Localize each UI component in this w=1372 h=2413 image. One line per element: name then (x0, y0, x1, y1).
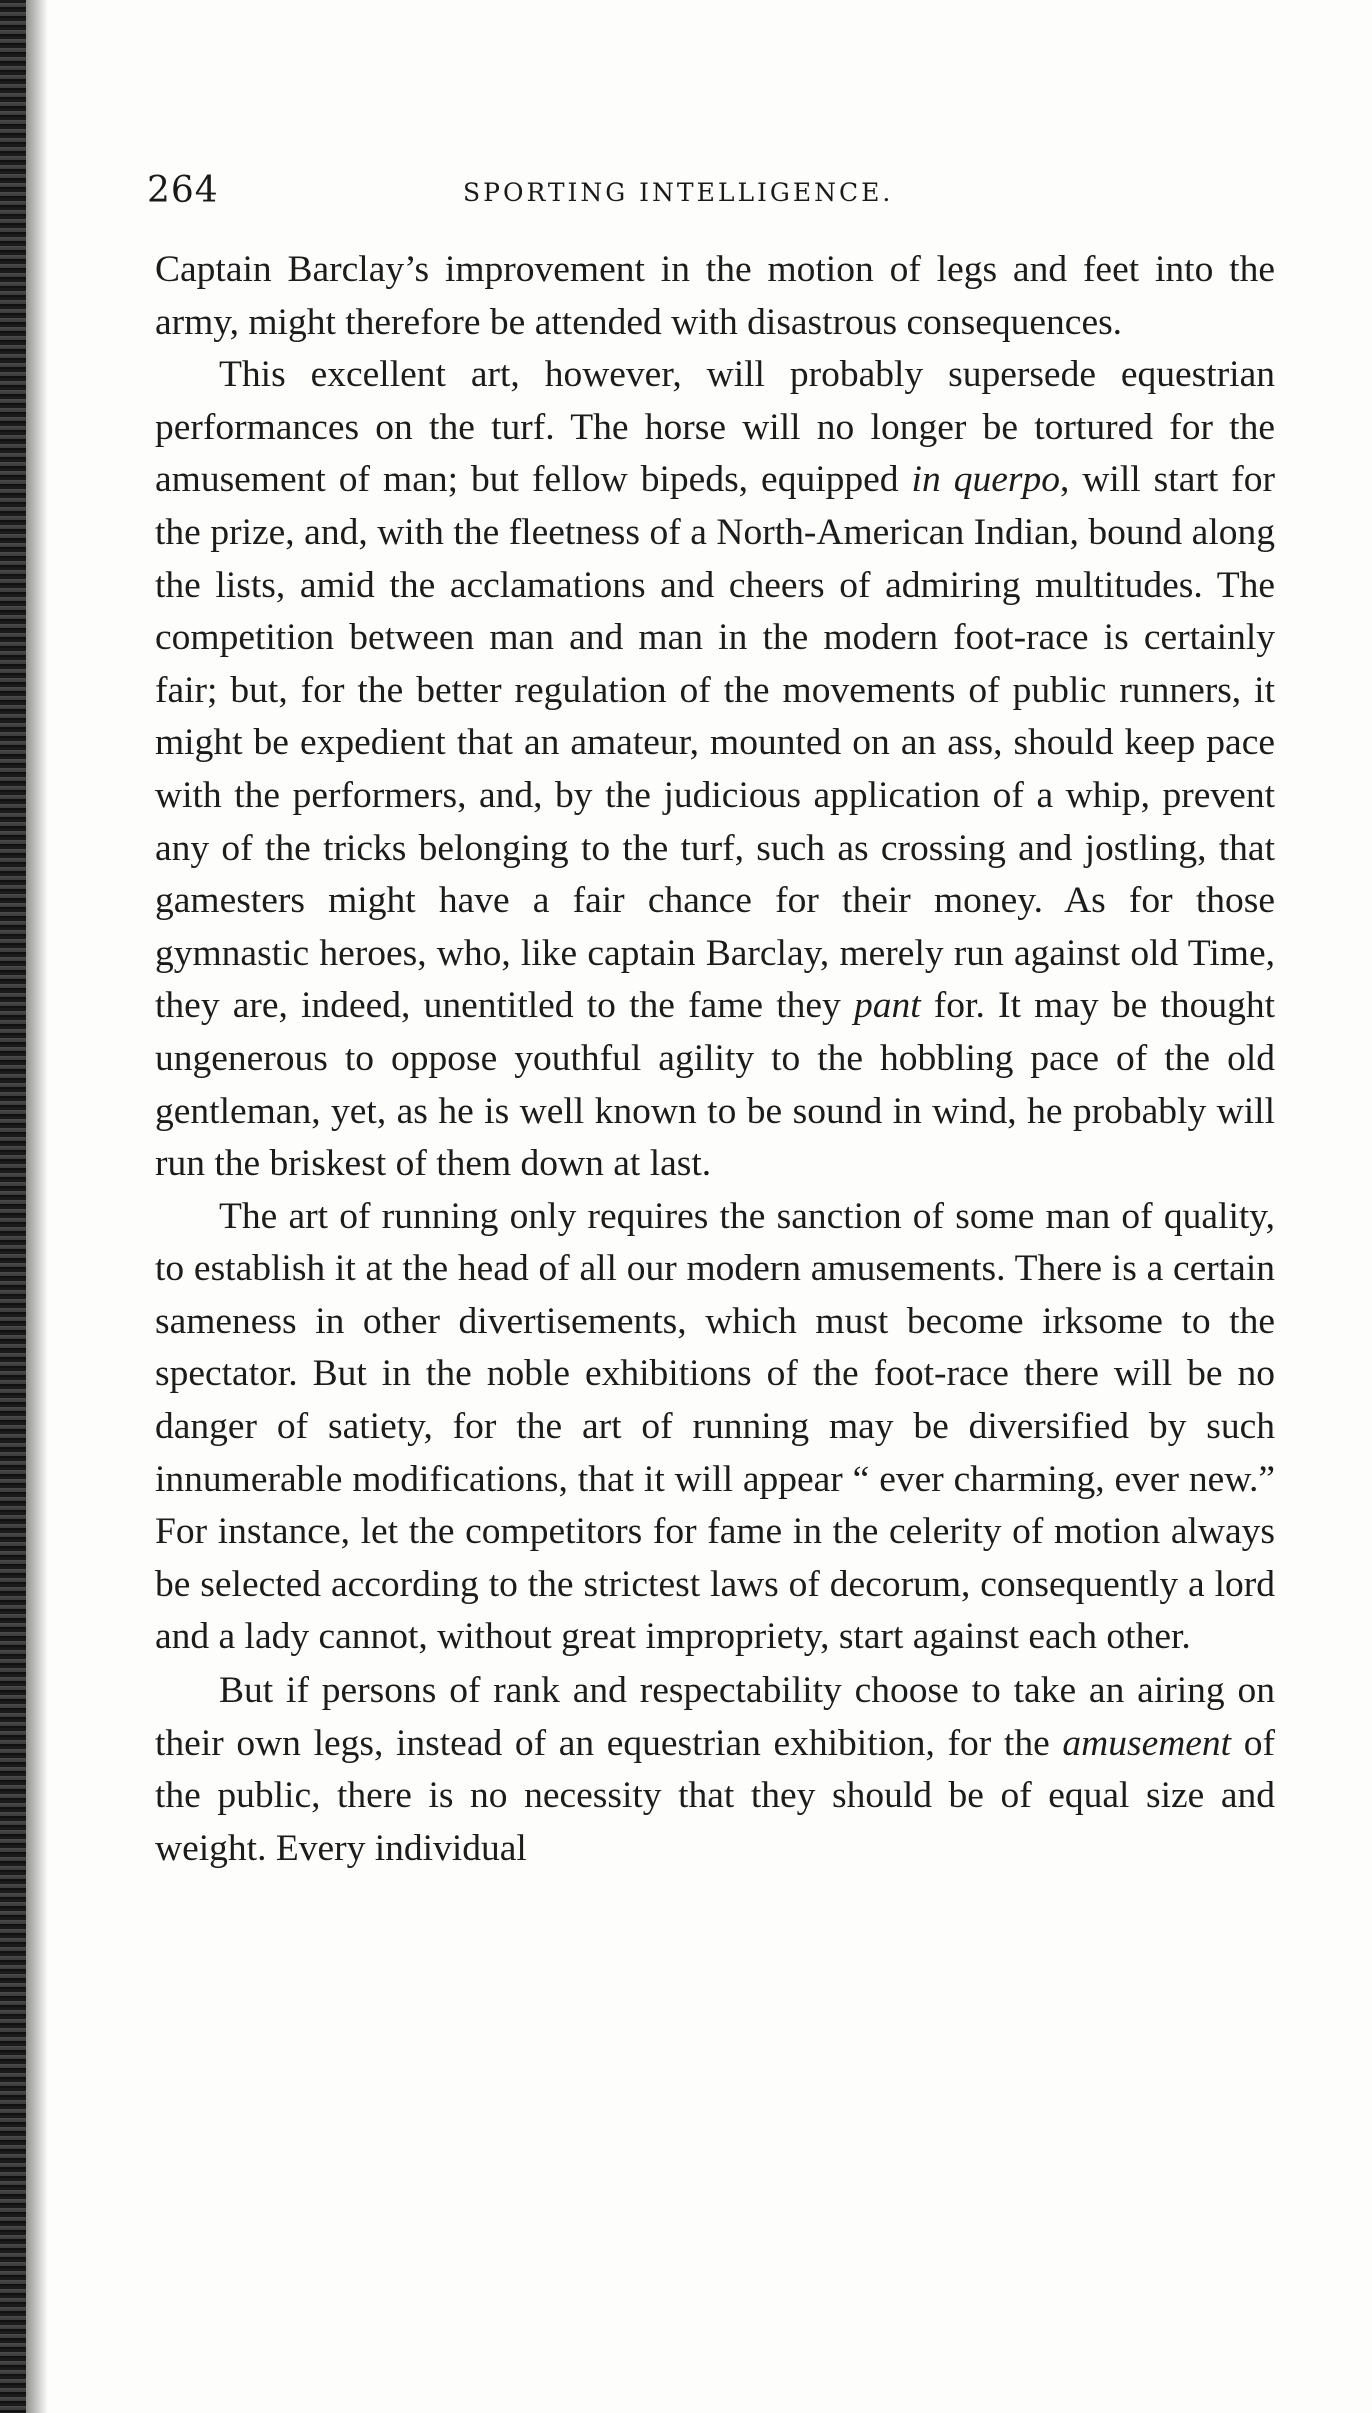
paragraph-2 (155, 349, 1275, 1191)
paragraph-2-part-a: This excellent art, however, will probably supersede equestrian performances on the turf. The horse will no longer be tortured for the amusement of man; but fellow bipeds, equipped (155, 354, 1275, 501)
paragraph-3-text: The art of running only requires the sanction of some man of quality, to establish it at the head of all our modern amusements. There is a certain sameness in other divertisements, which must become irksome to the spectator. But in the noble exhibitions of the foot-race there will be no danger of satiety, for the art of running may be diversified by such innumerable modifications, that it will appear “ ever charming, ever new.” For instance, let the competitors for fame in the celerity of motion always be selected according to the strictest laws of decorum, consequently a lord and a lady cannot, without great impropriety, start against each other. (155, 1195, 1275, 1658)
italic-amusement: amusement (1062, 1722, 1232, 1764)
paragraph-2-part-e: for. It may be thought ungenerous to oppose youthful agility to the hobbling pace of the old gentleman, yet, as he is well known to be sound in wind, he probably will run the briskest of them down at last. (155, 985, 1276, 1185)
paragraph-4 (155, 1665, 1275, 1875)
page-number: 264 (147, 170, 219, 211)
paragraph-1-text: Captain Barclay’s improvement in the motion of legs and feet into the army, might therefore be attended with disastrous consequences. (155, 249, 1275, 343)
running-head: SPORTING INTELLIGENCE. (463, 178, 894, 207)
binding-gutter (0, 0, 26, 2413)
binding-shadow (26, 0, 48, 2413)
italic-in-querpo: in querpo (911, 459, 1060, 501)
paragraph-4-part-a: But if persons of rank and respectability choose to take an airing on their own legs, instead of an equestrian exhibition, for the (155, 1670, 1275, 1764)
paragraph-3 (155, 1191, 1275, 1664)
body-text (155, 244, 1275, 1875)
italic-pant: pant (853, 985, 921, 1027)
paragraph-2-part-c: , will start for the prize, and, with the fleetness of a North-American Indian, bound along the lists, amid the acclamations and cheers of admiring multitudes. The competition between man and man in the modern foot-race is certainly fair; but, for the better regulation of the movements of public runners, it might be expedient that an amateur, mounted on an ass, should keep pace with the performers, and, by the judicious application of a whip, prevent any of the tricks belonging to the turf, such as crossing and jostling, that gamesters might have a fair chance for their money. As for those gymnastic heroes, who, like captain Barclay, merely run against old Time, they are, indeed, unentitled to the fame they (155, 459, 1275, 1027)
paragraph-4-part-c: of the public, there is no necessity that they should be of equal size and weight. Every individual (155, 1722, 1275, 1869)
page-header (147, 170, 1267, 220)
paragraph-1 (155, 244, 1275, 349)
